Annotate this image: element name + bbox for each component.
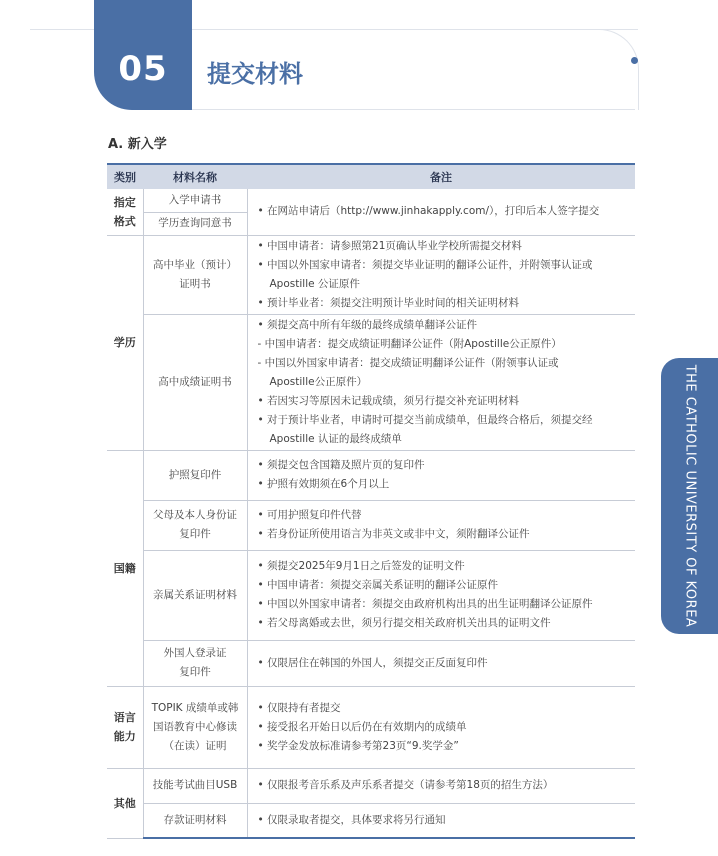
material-name-cell	[143, 803, 247, 838]
table-row	[107, 768, 635, 803]
material-name: 外国人登录证 复印件	[163, 647, 227, 678]
category-label: 学历	[113, 336, 136, 349]
remark-line: • 仅限报考音乐系及声乐系者提交（请参考第18页的招生方法）	[257, 779, 554, 791]
material-name: 入学申请书	[168, 193, 222, 206]
category-cell	[107, 235, 143, 450]
material-name: 护照复印件	[168, 468, 222, 481]
remark-line: • 须提交包含国籍及照片页的复印件	[257, 459, 425, 471]
remark-line: • 预计毕业者：须提交注明预计毕业时间的相关证明材料	[257, 296, 520, 309]
material-name-cell	[143, 640, 247, 686]
category-cell	[107, 768, 143, 838]
remark-line: • 若父母离婚或去世，须另行提交相关政府机关出具的证明文件	[257, 617, 551, 629]
remarks-cell	[247, 450, 635, 500]
remark-line: • 仅限持有者提交	[257, 701, 341, 714]
header-remarks: 备注	[247, 164, 635, 189]
material-name-cell	[143, 212, 247, 235]
remark-line: • 中国以外国家申请者：须提交毕业证明的翻译公证件，并附领事认证或	[257, 258, 593, 271]
remark-line: • 中国以外国家申请者：须提交由政府机构出具的出生证明翻译公证原件	[257, 598, 593, 610]
category-label: 国籍	[113, 561, 136, 575]
remark-line: • 若身份证所使用语言为非英文或非中文，须附翻译公证件	[257, 528, 530, 540]
remarks-cell	[247, 235, 635, 314]
remark-line: • 在网站申请后（http://www.jinhakapply.com/），打印后本人签字提交	[257, 205, 600, 218]
remarks-cell	[247, 803, 635, 838]
remark-line: • 中国申请者：须提交亲属关系证明的翻译公证原件	[257, 579, 499, 591]
remark-line: • 可用护照复印件代替	[257, 509, 362, 521]
material-name: 学历查询同意书	[158, 217, 232, 229]
category-label: 其他	[113, 796, 136, 810]
table-row	[107, 189, 635, 212]
material-name-cell	[143, 500, 247, 550]
table-header-row	[107, 164, 635, 189]
category-label: 语言 能力	[113, 711, 136, 743]
header-category: 类别	[107, 164, 143, 189]
remark-line: - 中国申请者：提交成绩证明翻译公证件（附Apostille公正原件）	[257, 337, 562, 350]
remark-line: Apostille公正原件）	[269, 375, 368, 388]
header-frame-underline	[160, 109, 635, 110]
remark-line: • 仅限居住在韩国的外国人，须提交正反面复印件	[257, 656, 488, 669]
category-label: 指定 格式	[113, 195, 136, 228]
material-name: 亲属关系证明材料	[153, 588, 237, 601]
category-cell	[107, 450, 143, 686]
material-name-cell	[143, 189, 247, 212]
material-name: 高中毕业（预计） 证明书	[153, 258, 237, 290]
remark-line: • 奖学金发放标准请参考第23页“9.奖学金”	[257, 739, 459, 752]
remarks-cell	[247, 768, 635, 803]
remark-line: Apostille 认证的最终成绩单	[269, 432, 402, 445]
remarks-cell	[247, 500, 635, 550]
remark-line: • 中国申请者：请参照第21页确认毕业学校所需提交材料	[257, 239, 522, 252]
remark-line: • 护照有效期须在6个月以上	[257, 478, 390, 490]
remark-line: • 须提交2025年9月1日之后签发的证明文件	[257, 560, 465, 572]
table-row	[107, 550, 635, 640]
material-name-cell	[143, 450, 247, 500]
remark-line: • 须提交高中所有年级的最终成绩单翻译公证件	[257, 318, 478, 331]
material-name-cell	[143, 768, 247, 803]
header-frame-curve	[560, 29, 639, 110]
section-number-tab	[94, 0, 192, 110]
section-number: 05	[118, 49, 168, 89]
decorative-dot	[631, 57, 638, 64]
material-name: 高中成绩证明书	[158, 375, 232, 388]
section-title: 提交材料	[207, 60, 303, 88]
remark-line: • 若因实习等原因未记载成绩，须另行提交补充证明材料	[257, 394, 520, 407]
material-name-cell	[143, 550, 247, 640]
remark-line: • 对于预计毕业者，申请时可提交当前成绩单，但最终合格后，须提交经	[257, 413, 593, 426]
table-row	[107, 314, 635, 450]
remarks-cell	[247, 640, 635, 686]
material-name: 存款证明材料	[163, 813, 227, 826]
header-material-name: 材料名称	[143, 164, 247, 189]
table-row	[107, 450, 635, 500]
remarks-cell	[247, 314, 635, 450]
table-row	[107, 235, 635, 314]
material-name: 父母及本人身份证 复印件	[153, 509, 237, 540]
material-name-cell	[143, 314, 247, 450]
material-name-cell	[143, 235, 247, 314]
university-side-tab	[661, 358, 718, 634]
table-row	[107, 640, 635, 686]
remarks-cell	[247, 686, 635, 768]
remarks-cell	[247, 550, 635, 640]
table-row	[107, 686, 635, 768]
table-row	[107, 500, 635, 550]
material-name: 技能考试曲目USB	[152, 779, 238, 791]
material-name: TOPIK 成绩单或韩 国语教育中心修读 （在读）证明	[151, 701, 239, 752]
material-name-cell	[143, 686, 247, 768]
remark-line: - 中国以外国家申请者：提交成绩证明翻译公证件（附领事认证或	[257, 356, 559, 369]
remark-line: • 接受报名开始日以后仍在有效期内的成绩单	[257, 720, 467, 733]
remark-line: • 仅限录取者提交，具体要求将另行通知	[257, 813, 446, 826]
materials-table	[107, 163, 635, 839]
remark-line: Apostille 公证原件	[269, 277, 360, 290]
subsection-heading: A. 新入学	[108, 137, 167, 152]
remarks-cell	[247, 189, 635, 235]
table-row	[107, 803, 635, 838]
category-cell	[107, 189, 143, 235]
category-cell	[107, 686, 143, 768]
university-name: THE CATHOLIC UNIVERSITY OF KOREA	[682, 364, 697, 628]
